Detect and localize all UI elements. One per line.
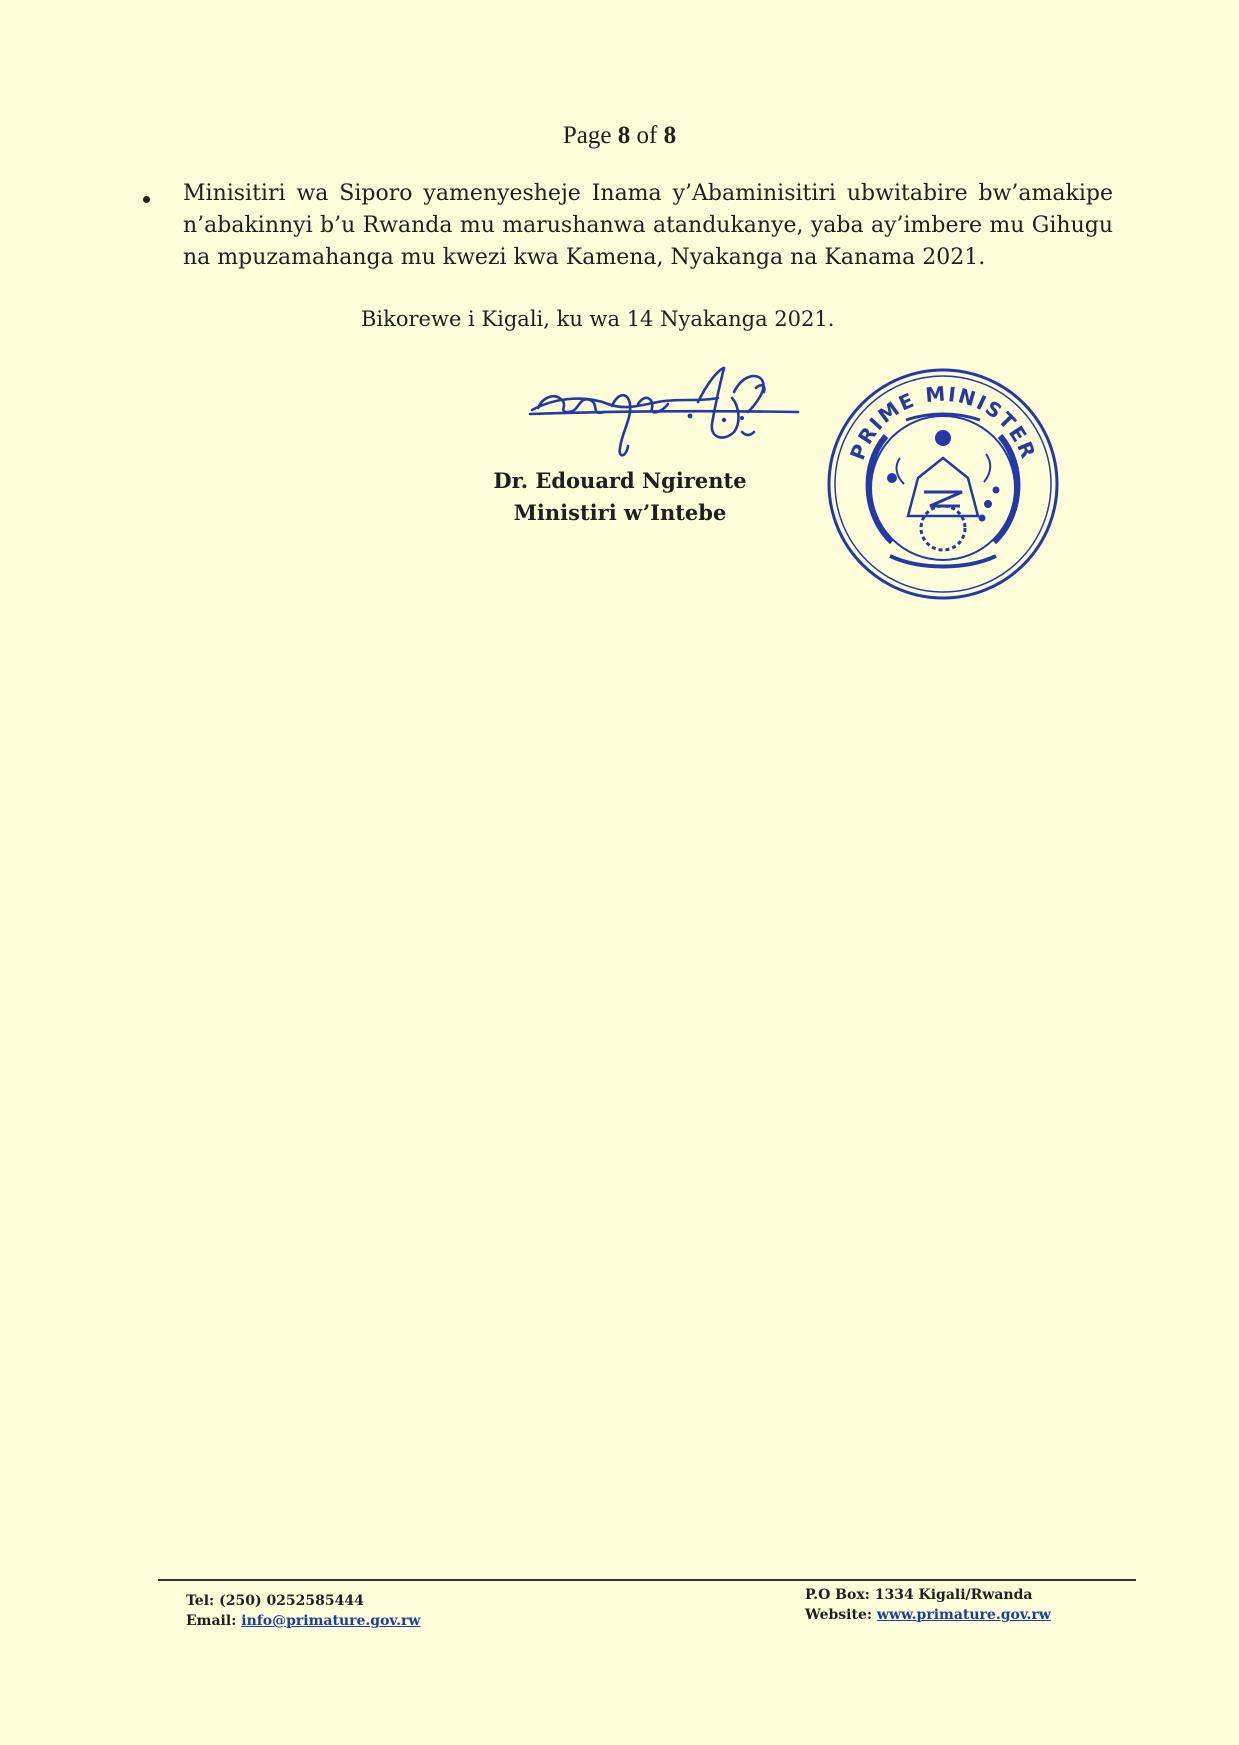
signer-name: Dr. Edouard Ngirente <box>493 468 747 493</box>
pobox-value: 1334 Kigali/Rwanda <box>874 1587 1033 1603</box>
email-label: Email: <box>186 1613 237 1629</box>
page-current: 8 <box>617 122 631 149</box>
pobox-label: P.O Box: <box>805 1587 870 1603</box>
stamp-text: PRIME MINISTER <box>845 381 1041 464</box>
page-number <box>0 122 1239 150</box>
tel-label: Tel: <box>186 1593 215 1609</box>
place-date: Bikorewe i Kigali, ku wa 14 Nyakanga 2021. <box>361 307 835 331</box>
signer-title: Ministiri w’Intebe <box>513 500 727 525</box>
page-of: of <box>636 122 658 149</box>
bullet-text: Minisitiri wa Siporo yamenyesheje Inama y’Abaminisitiri ubwitabire bw’amakipe n’abakinnyi b’u Rwanda mu marushanwa atandukanye, yaba ay’imbere mu Gihugu na mpuzamahanga mu kwezi kwa Kamena, Nyakanga na Kanama 2021. <box>183 181 1113 270</box>
bullet-icon <box>143 196 150 203</box>
footer-contact <box>186 1591 420 1631</box>
footer-tel <box>186 1591 420 1611</box>
tel-value: (250) 0252585444 <box>219 1593 364 1609</box>
website-link[interactable]: www.primature.gov.rw <box>876 1607 1051 1623</box>
footer-email <box>186 1611 420 1631</box>
email-link[interactable]: info@primature.gov.rw <box>241 1613 421 1629</box>
page-total: 8 <box>663 122 677 149</box>
prime-minister-seal-icon <box>820 366 1066 602</box>
handwritten-signature-icon <box>528 362 808 462</box>
footer-divider <box>158 1579 1136 1581</box>
footer-website <box>805 1605 1051 1625</box>
website-label: Website: <box>805 1607 873 1623</box>
footer-address <box>805 1585 1051 1625</box>
footer-pobox <box>805 1585 1051 1605</box>
page-prefix: Page <box>562 122 612 149</box>
